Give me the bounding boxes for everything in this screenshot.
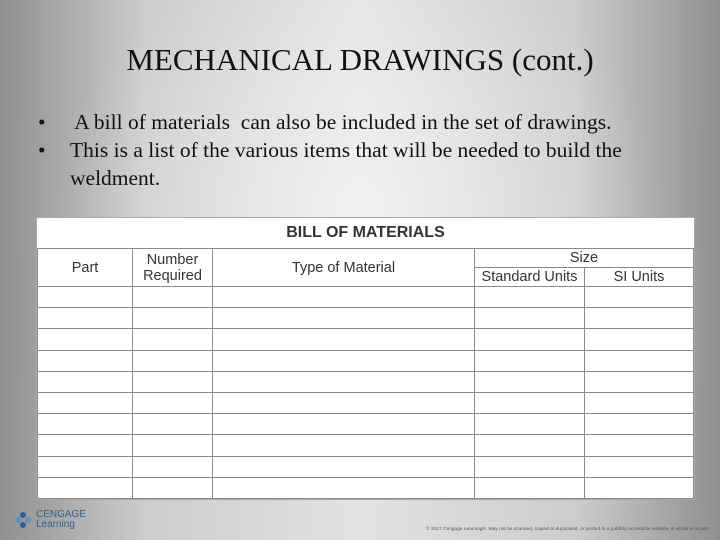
number-required-line2: Required [143,267,202,284]
table-cell [38,371,133,392]
table-cell [213,329,475,350]
bom-table [37,218,694,499]
table-cell [133,392,213,413]
table-cell [213,435,475,456]
bullet-text: This is a list of the various items that will be needed to build the weldment. [70,138,622,190]
table-cell [133,350,213,371]
table-cell [475,287,585,308]
bullet-item [38,136,698,192]
column-header-number-required [133,249,213,287]
table-cell [213,392,475,413]
table-cell [213,414,475,435]
bullet-icon: • [38,110,46,134]
table-cell [38,435,133,456]
table-cell [475,477,585,498]
table-cell [213,477,475,498]
cengage-logo [12,509,86,531]
table-row [38,350,694,371]
table-cell [133,435,213,456]
table-cell [133,308,213,329]
table-cell [133,371,213,392]
table-cell [133,329,213,350]
cengage-logo-icon [12,509,34,531]
table-cell [38,308,133,329]
table-row [38,329,694,350]
table-cell [585,392,694,413]
table-cell [585,435,694,456]
table-cell [133,414,213,435]
table-cell [213,456,475,477]
table-row [38,456,694,477]
table-cell [133,456,213,477]
table-cell [213,287,475,308]
column-header-si-units: SI Units [585,268,694,287]
number-required-line1: Number [146,251,199,268]
column-header-type-of-material: Type of Material [213,249,475,287]
table-cell [475,350,585,371]
table-cell [475,371,585,392]
table-cell [38,477,133,498]
table-cell [475,392,585,413]
table-cell [475,329,585,350]
table-row [38,414,694,435]
table-row [38,371,694,392]
bullet-list [38,108,698,192]
table-cell [585,414,694,435]
table-cell [585,371,694,392]
table-cell [585,456,694,477]
logo-line1: CENGAGE [36,509,87,520]
table-cell [133,287,213,308]
bom-title: BILL OF MATERIALS [38,218,694,249]
column-header-part: Part [38,249,133,287]
slide-title: MECHANICAL DRAWINGS (cont.) [126,42,594,77]
table-cell [475,456,585,477]
table-cell [38,329,133,350]
table-cell [38,350,133,371]
table-cell [585,477,694,498]
table-cell [585,287,694,308]
logo-line2: Learning [36,519,75,530]
table-cell [38,287,133,308]
table-cell [475,414,585,435]
table-cell [38,456,133,477]
table-row [38,392,694,413]
table-cell [475,308,585,329]
table-cell [585,308,694,329]
table-row [38,435,694,456]
column-header-standard-units: Standard Units [475,268,585,287]
table-cell [38,392,133,413]
bill-of-materials-form [36,217,695,500]
table-cell [585,350,694,371]
bullet-icon: • [38,138,46,162]
table-cell [38,414,133,435]
table-row [38,308,694,329]
bullet-item [38,108,698,136]
table-cell [213,371,475,392]
copyright-notice: © 2017 Cengage Learning®. May not be scanned, copied or duplicated, or posted to a publicly accessible website, in whole or in part. [426,527,710,532]
table-cell [213,350,475,371]
table-cell [213,308,475,329]
table-cell [133,477,213,498]
column-header-size: Size [475,249,694,268]
table-row [38,477,694,498]
table-cell [475,435,585,456]
table-row [38,287,694,308]
table-cell [585,329,694,350]
bullet-text: A bill of materials can also be included in the set of drawings. [70,110,612,134]
bom-body [38,287,694,499]
